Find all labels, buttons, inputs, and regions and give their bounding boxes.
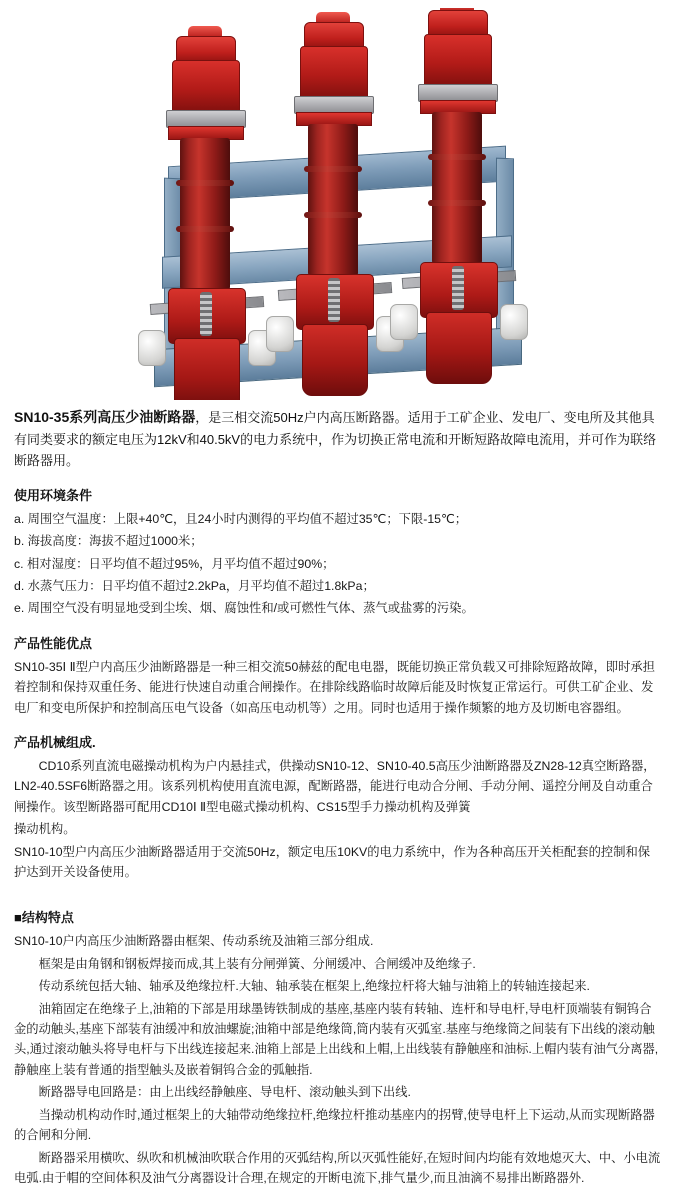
structure-paragraph: SN10-10户内高压少油断路器由框架、传动系统及油箱三部分组成.	[14, 934, 374, 949]
section-title-environment: 使用环境条件	[14, 487, 93, 503]
operating-mechanism-body	[172, 60, 240, 114]
trip-spring	[452, 266, 464, 310]
porcelain-insulator	[390, 304, 418, 340]
oil-tank	[174, 338, 240, 400]
spacer	[14, 884, 662, 893]
trip-spring	[328, 278, 340, 322]
cylinder-rib	[428, 200, 486, 206]
mechanical-paragraph: 操动机构。	[14, 822, 76, 837]
mechanical-paragraph: CD10系列直流电磁操动机构为户内悬挂式，供操动SN10-12、SN10-40.5高压少油断路器及ZN28-12真空断路器，LN2-40.5SF6断路器之用。该系列机构使用直流电源，配断路器，能进行电动合分闸、手动分闸、遥控分闸及自动重合闸操作。该型断路器可配用CD10Ⅰ Ⅱ型电磁式操动机构、CS15型手力操动机构及弹簧	[14, 759, 656, 814]
insulating-cylinder	[432, 112, 482, 264]
cylinder-rib	[304, 212, 362, 218]
structure-paragraph: 框架是由角钢和钢板焊接而成,其上装有分闸弹簧、分闸缓冲、合闸缓冲及绝缘子.	[38, 956, 476, 971]
product-photo-stage	[144, 8, 534, 400]
environment-condition-list	[14, 509, 662, 619]
list-item: d. 水蒸气压力：日平均值不超过2.2kPa，月平均值不超过1.8kPa；	[14, 578, 375, 593]
cylinder-rib	[304, 166, 362, 172]
list-item: c. 相对湿度：日平均值不超过95%，月平均值不超过90%；	[14, 556, 335, 571]
cylinder-rib	[428, 154, 486, 160]
advantages-paragraph: SN10-35Ⅰ Ⅱ型户内高压少油断路器是一种三相交流50赫兹的配电电器，既能切换正常负载又可排除短路故障，即时承担着控制和保持双重任务、能进行快速自动重合闸操作。在排除线路临时故障后能及时恢复正常运行。可供工矿企业、发电厂和变电所保护和控制高压电气设备（如高压电动机等）之用。同时也适用于操作频繁的地方及切断电容器组。	[14, 659, 655, 715]
cylinder-rib	[176, 180, 234, 186]
oil-tank	[426, 312, 492, 384]
structure-paragraph: 当操动机构动作时,通过框架上的大轴带动绝缘拉杆,绝缘拉杆推动基座内的拐臂,使导电杆上下运动,从而实现断路器的合闸和分闸.	[14, 1107, 655, 1143]
cylinder-rib	[176, 226, 234, 232]
product-photo	[14, 8, 662, 400]
section-title-advantages: 产品性能优点	[14, 635, 93, 651]
product-intro-text: ，是三相交流50Hz户内高压断路器。适用于工矿企业、发电厂、变电所及其他具有同类要求的额定电压为12kV和40.5kV的电力系统中，作为切换正常电流和开断短路故障电流用，并可作为联络断路器用。	[14, 410, 657, 468]
page-title: SN10-35系列高压少油断路器	[14, 409, 196, 425]
structure-paragraph: 断路器采用横吹、纵吹和机械油吹联合作用的灭弧结构,所以灭弧性能好,在短时间内均能有效地熄灭大、中、小电流电弧.由于帽的空间体积及油气分离器设计合理,在规定的开断电流下,排气量少,而且油滴不易排出断路器外.	[14, 1150, 661, 1185]
insulating-cylinder	[308, 124, 358, 276]
list-item: e. 周围空气没有明显地受到尘埃、烟、腐蚀性和/或可燃性气体、蒸气或盐雾的污染。	[14, 601, 474, 616]
porcelain-insulator	[138, 330, 166, 366]
trip-spring	[200, 292, 212, 336]
insulating-cylinder	[180, 138, 230, 290]
mechanical-paragraph: SN10-10型户内高压少油断路器适用于交流50Hz，额定电压10KV的电力系统中，作为各种高压开关柜配套的控制和保护达到开关设备使用。	[14, 844, 651, 880]
structure-paragraph: 断路器导电回路是：由上出线经静触座、导电杆、滚动触头到下出线.	[38, 1085, 411, 1100]
product-intro	[14, 406, 662, 471]
breaker-pole	[406, 8, 510, 396]
list-item: a. 周围空气温度：上限+40℃，且24小时内测得的平均值不超过35℃；下限-15℃；	[14, 511, 468, 526]
list-item: b. 海拔高度：海拔不超过1000米；	[14, 534, 203, 549]
breaker-pole	[282, 16, 386, 400]
structure-paragraph: 传动系统包括大轴、轴承及绝缘拉杆.大轴、轴承装在框架上,绝缘拉杆将大轴与油箱上的转轴连接起来.	[38, 979, 590, 994]
porcelain-insulator	[500, 304, 528, 340]
porcelain-insulator	[266, 316, 294, 352]
section-title-mechanical: 产品机械组成.	[14, 735, 96, 751]
operating-mechanism-body	[424, 34, 492, 88]
section-title-structure: ■结构特点	[14, 910, 74, 926]
structure-paragraph: 油箱固定在绝缘子上,油箱的下部是用球墨铸铁制成的基座,基座内装有转轴、连杆和导电杆,导电杆顶端装有铜钨合金的动触头,基座下部装有油缓冲和放油螺旋;油箱中部是绝缘筒,筒内装有灭弧室.基座与绝缘筒之间装有下出线的滚动触头,通过滚动触头将导电杆与下出线连接起来.油箱上部是上出线和上帽,上出线装有静触座和油标.上帽内装有油气分离器,静触座上装有普通的指型触头及嵌着铜钨合金的弧触指.	[14, 1001, 659, 1077]
oil-tank	[302, 324, 368, 396]
breaker-pole	[154, 30, 258, 400]
operating-mechanism-body	[300, 46, 368, 100]
